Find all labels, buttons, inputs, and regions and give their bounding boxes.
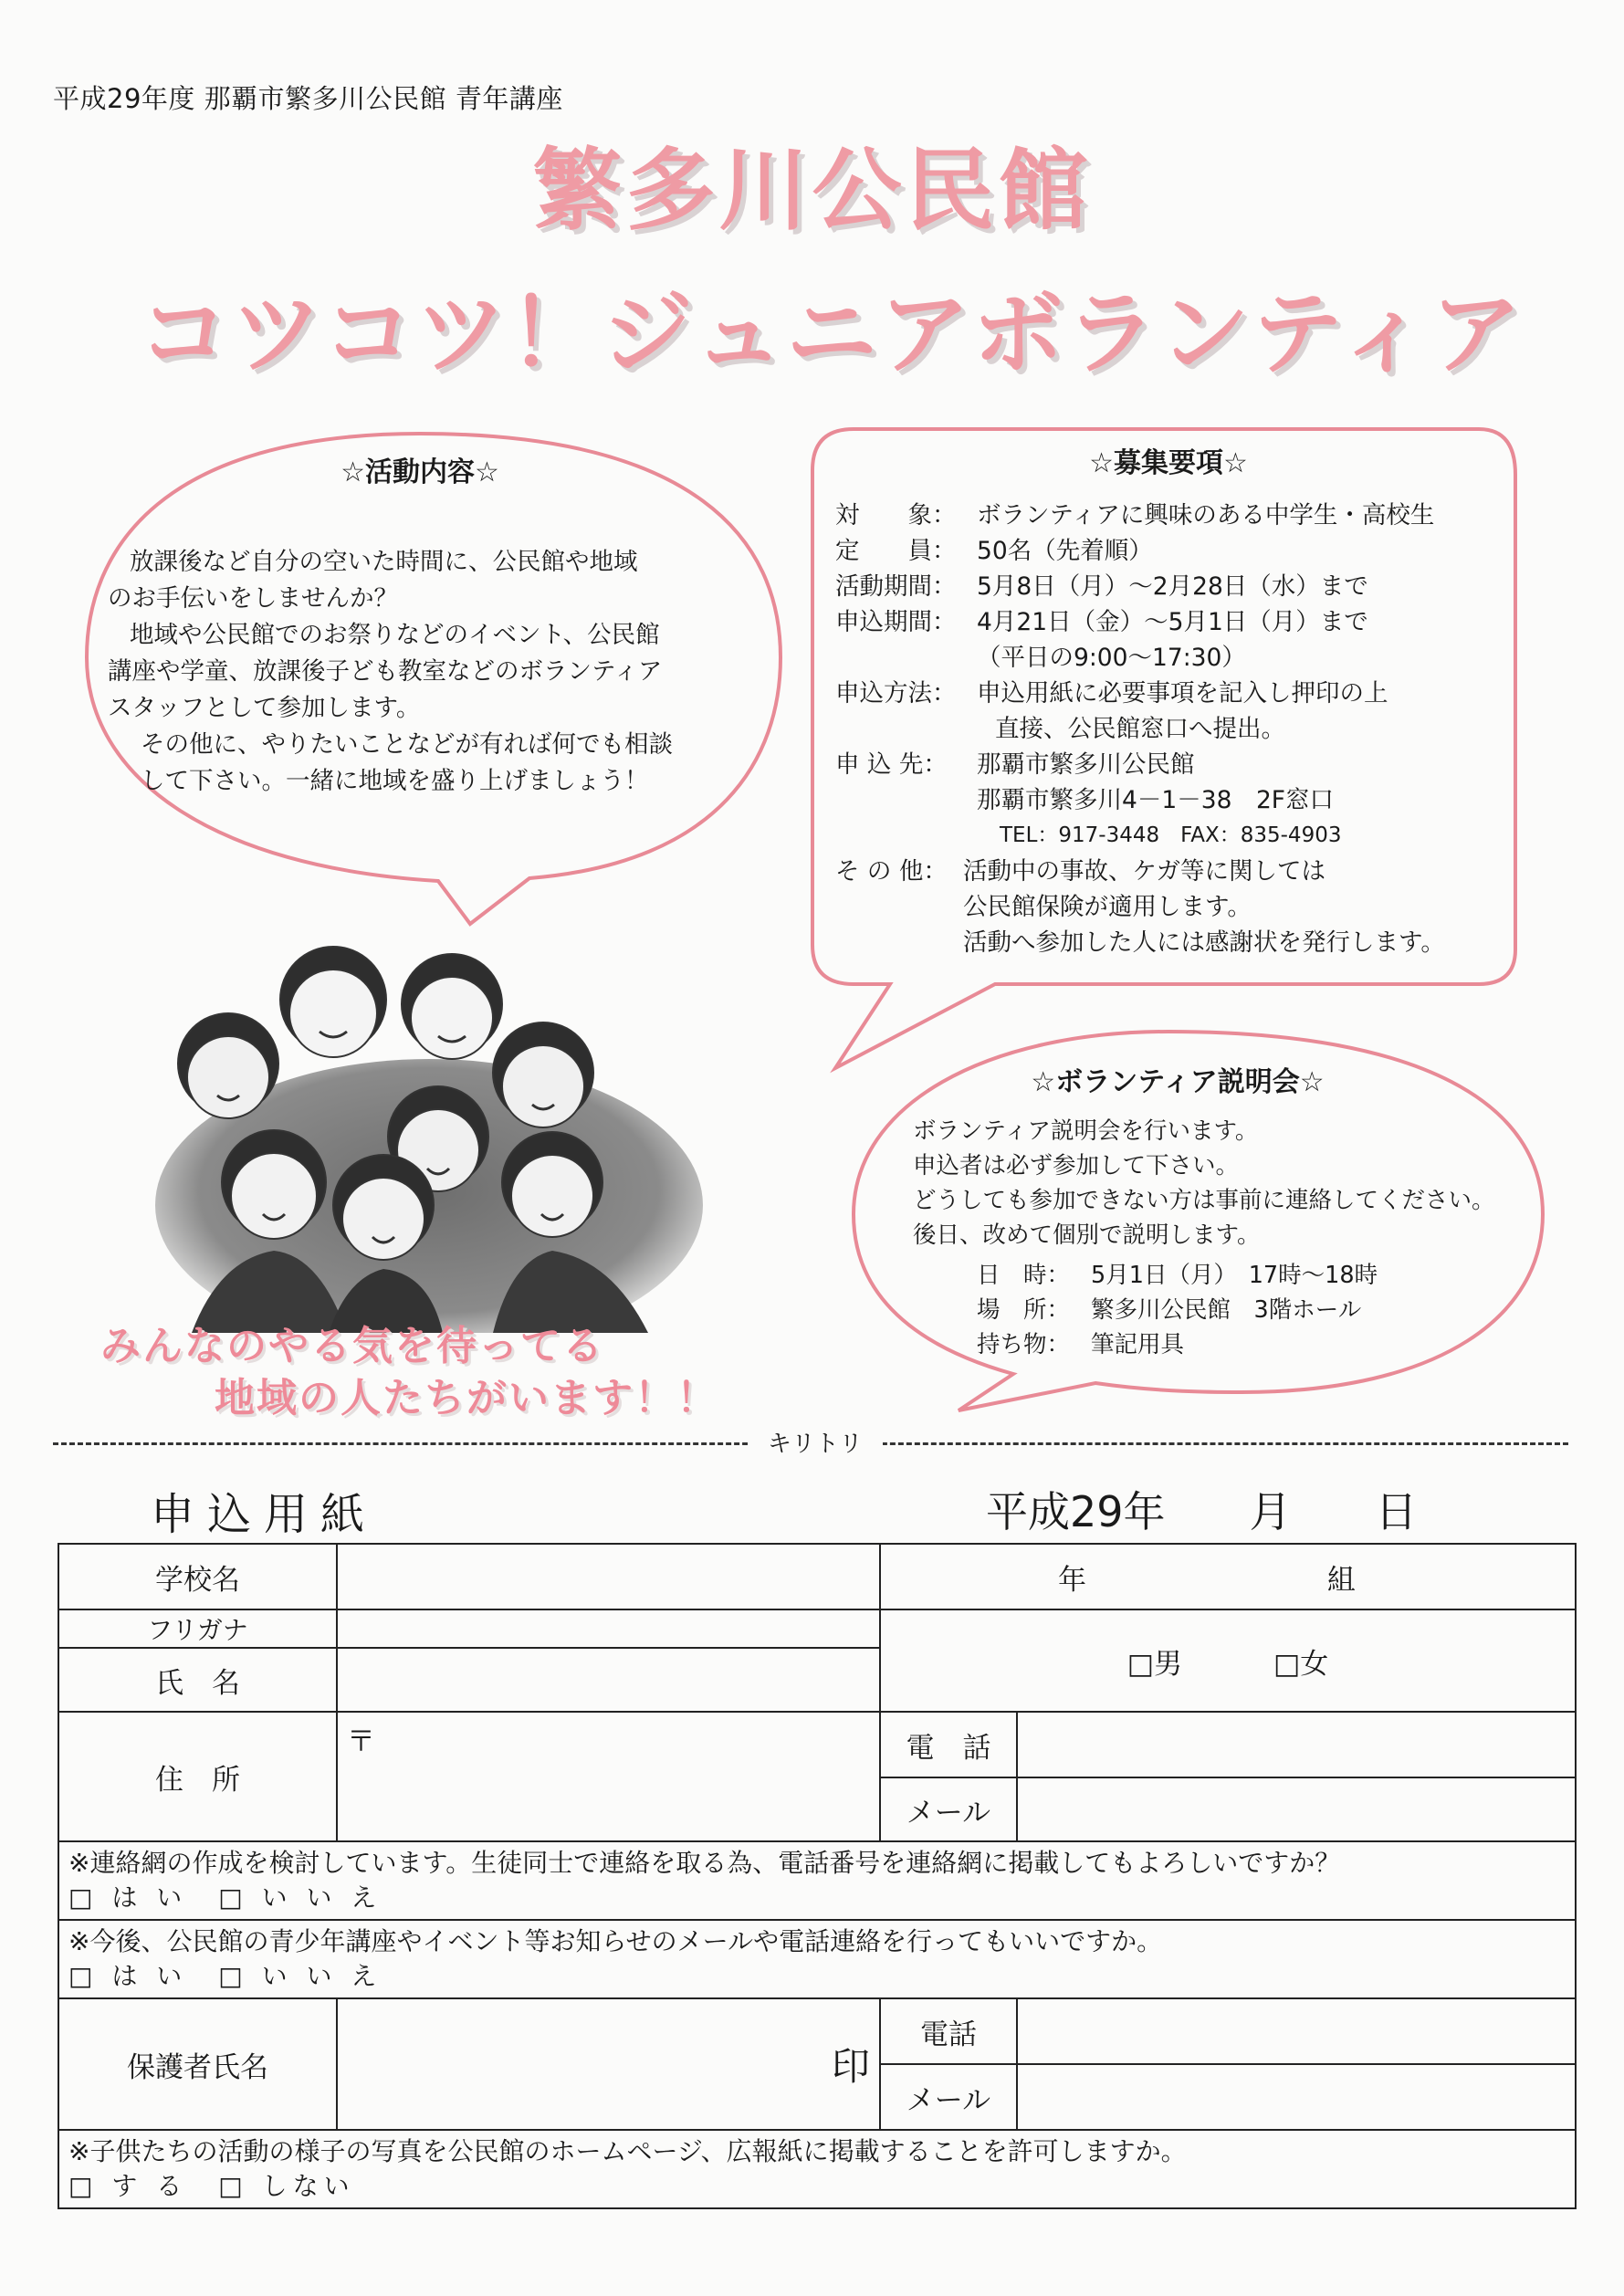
application-form: [58, 1543, 1577, 2209]
briefing-detail: [913, 1258, 1534, 1293]
briefing-detail: [913, 1293, 1534, 1327]
briefing-detail-label: 日 時：: [977, 1262, 1071, 1289]
recruitment-value: 那覇市繁多川4－1－38 2F窓口: [977, 786, 1335, 814]
guardian-phone-label: 電話: [880, 1998, 1017, 2064]
recruitment-value: ボランティアに興味のある中学生・高校生: [977, 501, 1435, 529]
guardian-mail-input[interactable]: [1017, 2064, 1576, 2130]
address-label: 住 所: [58, 1712, 337, 1841]
activity-line: 地域や公民館でのお祭りなどのイベント、公民館: [130, 621, 660, 649]
note1-text: ※連絡網の作成を検討しています。生徒同士で連絡を取る為、電話番号を連絡網に掲載してもよろしいですか？: [68, 1848, 1341, 1878]
activity-line: 放課後など自分の空いた時間に、公民館や地域: [130, 548, 638, 576]
form-row-note1: [58, 1841, 1576, 1920]
postal-mark: 〒: [347, 1725, 375, 1758]
guardian-mail-label: メール: [880, 2064, 1017, 2130]
note2-cell: [58, 1920, 1576, 1998]
recruitment-value: 那覇市繁多川公民館: [977, 750, 1195, 779]
recruitment-row: [835, 818, 1511, 854]
briefing-detail-label: 場 所：: [977, 1296, 1071, 1324]
briefing-detail: [913, 1327, 1534, 1362]
recruitment-label: 申込方法：: [835, 679, 957, 708]
recruitment-label: 定 員：: [835, 537, 957, 565]
activity-text: [108, 544, 765, 800]
form-row-note3: [58, 2130, 1576, 2208]
recruitment-row: [835, 711, 1511, 747]
briefing-detail-label: 持ち物：: [977, 1331, 1071, 1358]
guardian-label: 保護者氏名: [58, 1998, 337, 2130]
briefing-line: 後日、改めて個別で説明します。: [913, 1221, 1261, 1249]
briefing-line: 申込者は必ず参加して下さい。: [913, 1152, 1240, 1179]
recruitment-row: [835, 676, 1511, 711]
name-input[interactable]: [337, 1648, 880, 1712]
recruitment-label: そ の 他：: [835, 857, 948, 886]
briefing-detail-value: 5月1日（月） 17時～18時: [1091, 1262, 1378, 1289]
recruitment-value: 活動へ参加した人には感謝状を発行します。: [963, 928, 1445, 957]
briefing-detail-value: 繁多川公民館 3階ホール: [1091, 1296, 1362, 1324]
recruitment-value: 公民館保険が適用します。: [963, 893, 1252, 921]
recruitment-value: （平日の9:00～17:30）: [977, 644, 1246, 672]
recruitment-label: 活動期間：: [835, 572, 957, 601]
activity-line: して下さい。一緒に地域を盛り上げましょう！: [141, 767, 649, 795]
recruitment-value: 4月21日（金）～5月1日（月）まで: [977, 608, 1368, 636]
recruitment-row: [835, 498, 1511, 533]
recruitment-heading: ☆募集要項☆: [1089, 447, 1248, 479]
note3-cell: [58, 2130, 1576, 2208]
year-label: 年: [1058, 1563, 1086, 1597]
note2-options[interactable]: □ は い □ い い え: [68, 1961, 382, 1991]
phone-input[interactable]: [1017, 1712, 1576, 1777]
recruitment-value: TEL：917-3448 FAX：835-4903: [1000, 823, 1342, 847]
name-label: 氏 名: [58, 1648, 337, 1712]
furigana-label: フリガナ: [58, 1609, 337, 1648]
school-input[interactable]: [337, 1544, 880, 1609]
recruitment-value: 5月8日（月）～2月28日（水）まで: [977, 572, 1368, 601]
mail-input[interactable]: [1017, 1777, 1576, 1841]
title-line-1: 繁多川公民館: [532, 139, 1092, 243]
guardian-phone-input[interactable]: [1017, 1998, 1576, 2064]
recruitment-row: [835, 925, 1511, 960]
recruitment-row: [835, 747, 1511, 782]
title-line-2: コツコツ！ジュニアボランティア: [138, 280, 1524, 387]
briefing-text: [913, 1114, 1534, 1362]
student-head: [280, 947, 386, 1057]
recruitment-value: 申込用紙に必要事項を記入し押印の上: [977, 679, 1388, 708]
caption-line-2: 地域の人たちがいます！！: [215, 1375, 718, 1421]
male-checkbox[interactable]: □男: [1126, 1647, 1183, 1681]
activity-line: のお手伝いをしませんか？: [108, 584, 398, 613]
student-head: [402, 954, 502, 1059]
recruitment-row: [835, 533, 1511, 569]
seal-mark: 印: [831, 2044, 870, 2089]
recruitment-value: 直接、公民館窓口へ提出。: [995, 715, 1285, 743]
form-row-address: [58, 1712, 1576, 1777]
recruitment-row: [835, 854, 1511, 889]
note3-text: ※子供たちの活動の様子の写真を公民館のホームページ、広報紙に掲載することを許可しますか。: [68, 2136, 1187, 2166]
briefing-line: どうしても参加できない方は事前に連絡してください。: [913, 1187, 1495, 1214]
address-input[interactable]: [337, 1712, 880, 1841]
recruitment-row: [835, 569, 1511, 604]
mail-label: メール: [880, 1777, 1017, 1841]
form-row-guardian: [58, 1998, 1576, 2064]
briefing-line: ボランティア説明会を行います。: [913, 1117, 1259, 1145]
note3-options[interactable]: □ す る □ しない: [68, 2171, 355, 2201]
recruitment-row: [835, 640, 1511, 676]
note1-options[interactable]: □ は い □ い い え: [68, 1882, 382, 1913]
recruitment-value: 活動中の事故、ケガ等に関しては: [963, 857, 1325, 886]
recruitment-label: 申込期間：: [835, 608, 957, 636]
recruitment-row: [835, 782, 1511, 818]
activity-line: スタッフとして参加します。: [108, 694, 421, 722]
cut-label: キリトリ: [748, 1425, 883, 1459]
activity-line: その他に、やりたいことなどが有れば何でも相談: [141, 730, 673, 759]
briefing-heading: ☆ボランティア説明会☆: [1031, 1066, 1325, 1098]
students-illustration: [137, 940, 721, 1333]
caption-line-1: みんなのやる気を待ってる: [100, 1323, 604, 1369]
guardian-input[interactable]: [337, 1998, 880, 2130]
recruitment-list: [835, 498, 1511, 960]
class-label: 組: [1326, 1563, 1356, 1597]
form-title: 申込用紙: [151, 1489, 378, 1540]
recruitment-label: 申 込 先：: [835, 750, 948, 779]
form-row-furigana: [58, 1609, 1576, 1648]
phone-label: 電 話: [880, 1712, 1017, 1777]
program-line: 平成29年度 那覇市繁多川公民館 青年講座: [53, 83, 563, 114]
activity-line: 講座や学童、放課後子ども教室などのボランティア: [108, 657, 663, 686]
grade-class-input[interactable]: [880, 1544, 1576, 1609]
recruitment-row: [835, 604, 1511, 640]
note1-cell: [58, 1841, 1576, 1920]
female-checkbox[interactable]: □女: [1273, 1647, 1329, 1681]
recruitment-label: 対 象：: [835, 501, 957, 529]
gender-select: [880, 1609, 1576, 1712]
recruitment-value: 50名（先着順）: [977, 537, 1153, 565]
activity-heading: ☆活動内容☆: [341, 456, 499, 488]
form-date: 平成29年 月 日: [986, 1487, 1418, 1536]
furigana-input[interactable]: [337, 1609, 880, 1648]
briefing-detail-value: 筆記用具: [1091, 1331, 1185, 1358]
form-row-note2: [58, 1920, 1576, 1998]
form-row-school: [58, 1544, 1576, 1609]
recruitment-row: [835, 889, 1511, 925]
school-label: 学校名: [58, 1544, 337, 1609]
note2-text: ※今後、公民館の青少年講座やイベント等お知らせのメールや電話連絡を行ってもいいですか。: [68, 1926, 1163, 1956]
